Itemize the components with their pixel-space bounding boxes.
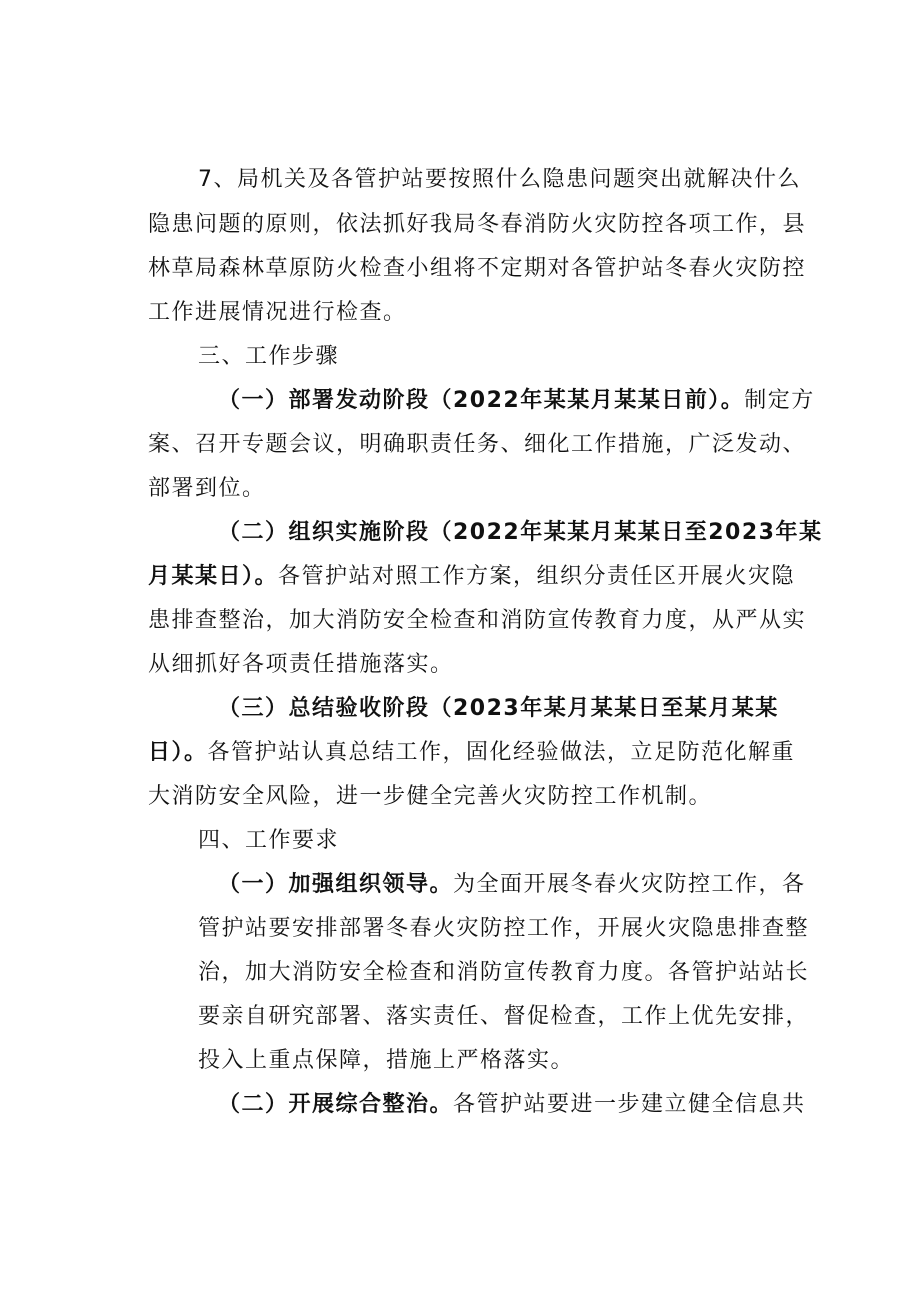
paragraph-line <box>218 513 823 553</box>
paragraph-line: 隐患问题的原则，依法抓好我局冬春消防火灾防控各项工作，县 <box>148 212 807 237</box>
paragraph-line: （二）开展综合整治。各管护站要进一步建立健全信息共 <box>218 1092 806 1117</box>
paragraph-line: 从细抓好各项责任措施落实。 <box>148 652 454 677</box>
paragraph-line: 管护站要安排部署冬春火灾防控工作，开展火灾隐患排查整 <box>198 916 810 941</box>
paragraph-line: 工作进展情况进行检查。 <box>148 300 407 325</box>
paragraph-line: 月某某日）。各管护站对照工作方案，组织分责任区开展火灾隐 <box>148 564 796 589</box>
paragraph-line: 7、局机关及各管护站要按照什么隐患问题突出就解决什么 <box>198 167 801 192</box>
paragraph-line: （一）部署发动阶段（2022年某某月某某日前）。制定方 <box>218 388 815 413</box>
paragraph-line: 案、召开专题会议，明确职责任务、细化工作措施，广泛发动、 <box>148 432 807 457</box>
paragraph-line: 部署到位。 <box>148 476 266 501</box>
paragraph-line <box>218 689 808 729</box>
paragraph-line: （一）加强组织领导。为全面开展冬春火灾防控工作，各 <box>218 872 806 897</box>
paragraph-line: 投入上重点保障，措施上严格落实。 <box>198 1048 575 1073</box>
subheading-comprehensive-rectification: （二）开展综合整治。 <box>218 1092 454 1117</box>
section-heading-work-requirements: 四、工作要求 <box>198 828 340 853</box>
section-heading-work-steps: 三、工作步骤 <box>198 344 340 369</box>
paragraph-line: 要亲自研究部署、落实责任、督促检查，工作上优先安排， <box>198 1004 810 1029</box>
paragraph-line: 大消防安全风险，进一步健全完善火灾防控工作机制。 <box>148 784 713 809</box>
subheading-strengthen-leadership: （一）加强组织领导。 <box>218 872 454 897</box>
paragraph-line: 患排查整治，加大消防安全检查和消防宣传教育力度，从严从实 <box>148 608 807 633</box>
paragraph-line: 日）。各管护站认真总结工作，固化经验做法，立足防范化解重 <box>148 740 796 765</box>
subheading-implementation-phase: （二）组织实施阶段（2022年某某月某某日至2023年某 <box>218 520 823 545</box>
paragraph-line: 林草局森林草原防火检查小组将不定期对各管护站冬春火灾防控 <box>148 256 807 281</box>
subheading-summary-phase: （三）总结验收阶段（2023年某月某某日至某月某某 <box>218 696 779 721</box>
subheading-deploy-phase: （一）部署发动阶段（2022年某某月某某日前）。 <box>218 388 745 413</box>
paragraph-line: 治，加大消防安全检查和消防宣传教育力度。各管护站站长 <box>198 960 810 985</box>
